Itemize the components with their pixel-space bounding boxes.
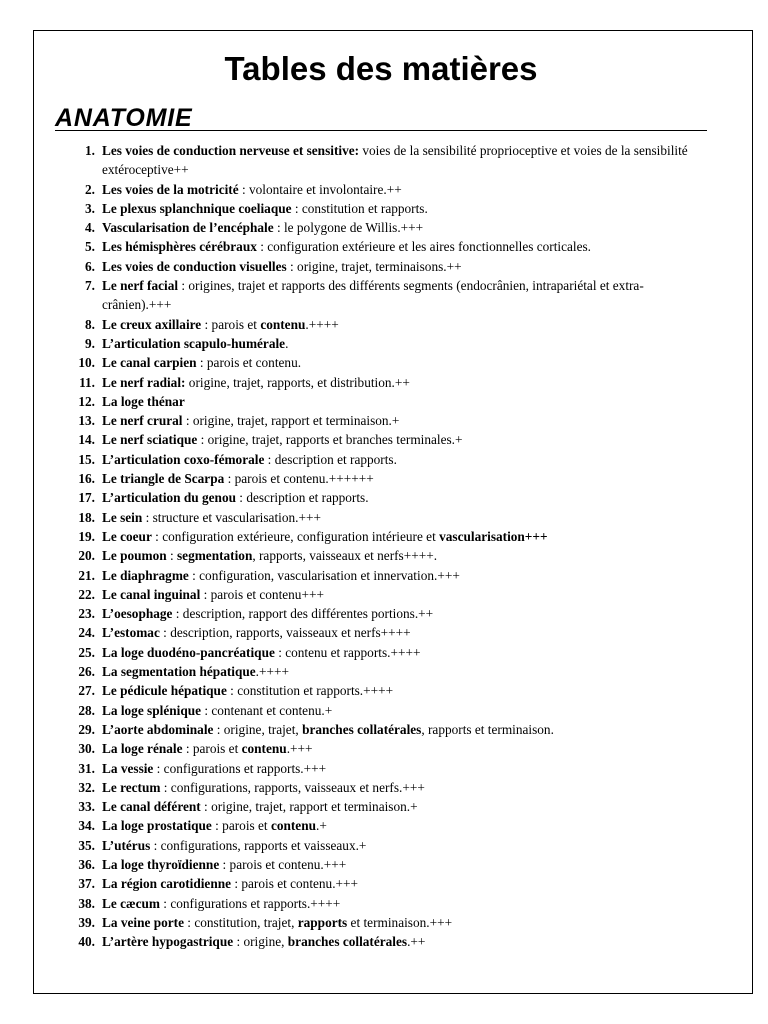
toc-item: [60, 276, 705, 315]
toc-item-text: [102, 411, 705, 430]
toc-item-number: 14.: [78, 432, 95, 448]
page-title: Tables des matières: [224, 50, 538, 87]
toc-item: [60, 218, 705, 237]
toc-item-detail: : configurations et rapports.++++: [159, 895, 341, 911]
toc-item: [60, 778, 705, 797]
toc-item-topic: Le coeur: [102, 528, 152, 544]
toc-item: [60, 469, 705, 488]
toc-item-number: 31.: [78, 760, 95, 776]
toc-item: [60, 546, 705, 565]
toc-item-number: 7.: [85, 278, 95, 294]
toc-item: [60, 430, 705, 449]
toc-item: [60, 257, 705, 276]
toc-item-number: 15.: [78, 451, 95, 467]
toc-item: [60, 488, 705, 507]
toc-item-topic: L’articulation du genou: [102, 490, 236, 506]
toc-item-text: [102, 450, 705, 469]
toc-item-detail: : origine, trajet,: [213, 721, 303, 737]
toc-item-topic: Vascularisation de l’encéphale: [102, 220, 274, 236]
toc-item-text: [102, 237, 705, 256]
toc-item-topic: Le canal déférent: [102, 799, 201, 815]
toc-item-detail: voies de la sensibilité proprioceptive et voies de la sensibilité extéroceptive++: [102, 143, 688, 178]
toc-item-number: 2.: [85, 181, 95, 197]
toc-item: [60, 508, 705, 527]
toc-item-topic: Le sein: [102, 509, 143, 525]
toc-item: [60, 392, 705, 411]
toc-item-number: 10.: [78, 355, 95, 371]
toc-item-topic: Le diaphragme: [102, 567, 189, 583]
toc-item-text: [102, 932, 705, 951]
toc-item-topic: Les voies de la motricité: [102, 181, 239, 197]
toc-item-text: [102, 585, 705, 604]
toc-item-topic: La segmentation hépatique: [102, 664, 256, 680]
toc-item-detail: : parois et contenu.: [196, 355, 302, 371]
toc-item-number: 29.: [78, 721, 95, 737]
toc-item-detail: : parois et contenu.++++++: [224, 471, 374, 487]
toc-item-number: 12.: [78, 393, 95, 409]
toc-item-number: 34.: [78, 818, 95, 834]
toc-item-topic: La loge splénique: [102, 702, 202, 718]
toc-item-detail: : parois et: [182, 741, 242, 757]
toc-item-detail: : origine, trajet, rapports et branches terminales.+: [197, 432, 463, 448]
toc-item-number: 5.: [85, 239, 95, 255]
toc-item-number: 16.: [78, 471, 95, 487]
toc-item-number: 33.: [78, 799, 95, 815]
toc-item-detail: : volontaire et involontaire.++: [238, 181, 402, 197]
toc-item-detail: : description, rapport des différentes portions.++: [172, 606, 434, 622]
toc-item-topic: L’artère hypogastrique: [102, 934, 234, 950]
toc-item-text: [102, 759, 705, 778]
toc-item-text: [102, 894, 705, 913]
toc-item-text: [102, 816, 705, 835]
toc-item-text: [102, 701, 705, 720]
toc-item: [60, 701, 705, 720]
toc-item: [60, 816, 705, 835]
toc-item: [60, 932, 705, 951]
toc-item-detail: : origine, trajet, terminaisons.++: [286, 258, 462, 274]
toc-item-detail: .++: [407, 934, 426, 950]
toc-item-detail: : structure et vascularisation.+++: [142, 509, 321, 525]
toc-item-text: [102, 739, 705, 758]
toc-item-number: 4.: [85, 220, 95, 236]
toc-item-number: 1.: [85, 143, 95, 158]
toc-item-text: [102, 681, 705, 700]
toc-item: [60, 315, 705, 334]
toc-item-topic: La loge thénar: [102, 393, 185, 409]
toc-item-topic: Le canal inguinal: [102, 586, 201, 602]
toc-item-text: [102, 315, 705, 334]
toc-item-text: [102, 874, 705, 893]
toc-item-text: [102, 469, 705, 488]
toc-item-text: [102, 276, 705, 315]
toc-item-detail: : description, rapports, vaisseaux et nerfs++++: [159, 625, 411, 641]
toc-item: [60, 662, 705, 681]
toc-item: [60, 527, 705, 546]
toc-item: [60, 681, 705, 700]
toc-item-text: [102, 353, 705, 372]
toc-item-detail: .+++: [286, 741, 313, 757]
toc-item-topic: La loge rénale: [102, 741, 183, 757]
toc-item-number: 13.: [78, 413, 95, 429]
toc-item: [60, 373, 705, 392]
toc-item-topic: La région carotidienne: [102, 876, 232, 892]
toc-item: [60, 720, 705, 739]
toc-item-topic: La loge duodéno-pancréatique: [102, 644, 275, 660]
toc-item-text: [102, 508, 705, 527]
toc-item-topic: L’aorte abdominale: [102, 721, 214, 737]
toc-item-text: [102, 662, 705, 681]
toc-item-text: [102, 836, 705, 855]
toc-item-topic: vascularisation+++: [439, 528, 548, 544]
toc-item-topic: Le plexus splanchnique coeliaque: [102, 200, 292, 216]
toc-item-number: 23.: [78, 606, 95, 622]
toc-item-topic: contenu: [241, 741, 287, 757]
toc-item-number: 39.: [78, 914, 95, 930]
toc-item-detail: : configuration, vascularisation et innervation.+++: [188, 567, 460, 583]
section-underline: [55, 130, 707, 131]
toc-item-number: 11.: [79, 374, 95, 390]
toc-item-detail: : parois et contenu+++: [200, 586, 324, 602]
toc-item-topic: Le canal carpien: [102, 355, 197, 371]
toc-item-topic: Le nerf radial:: [102, 374, 186, 390]
toc-item-number: 3.: [85, 200, 95, 216]
toc-item-number: 35.: [78, 837, 95, 853]
toc-item-text: [102, 334, 705, 353]
toc-item-detail: : configuration extérieure et les aires fonctionnelles corticales.: [256, 239, 592, 255]
toc-item-detail: : contenant et contenu.+: [201, 702, 333, 718]
toc-item-topic: La loge thyroïdienne: [102, 856, 220, 872]
toc-item: [60, 199, 705, 218]
toc-item-number: 17.: [78, 490, 95, 506]
toc-item-topic: L’utérus: [102, 837, 151, 853]
toc-item-text: [102, 373, 705, 392]
toc-item-topic: contenu: [270, 818, 317, 834]
toc-item: [60, 913, 705, 932]
toc-item-text: [102, 527, 705, 546]
toc-item-text: [102, 546, 705, 565]
toc-item-text: [102, 180, 705, 199]
toc-item-number: 36.: [78, 856, 95, 872]
toc-item-number: 24.: [78, 625, 95, 641]
toc-item-detail: : parois et: [211, 818, 271, 834]
toc-item-number: 38.: [78, 895, 95, 911]
toc-item-topic: Les voies de conduction nerveuse et sensitive:: [102, 143, 360, 158]
toc-item: [60, 334, 705, 353]
toc-item-detail: : parois et contenu.+++: [219, 856, 347, 872]
toc-item-topic: Le poumon: [102, 548, 167, 564]
toc-item: [60, 643, 705, 662]
toc-item-topic: Le nerf facial: [102, 278, 179, 294]
toc-item-number: 28.: [78, 702, 95, 718]
toc-item-text: [102, 778, 705, 797]
toc-item-detail: , rapports, vaisseaux et nerfs++++.: [252, 548, 438, 564]
toc-item: [60, 604, 705, 623]
toc-item: [60, 874, 705, 893]
toc-item-text: [102, 566, 705, 585]
toc-item: [60, 141, 705, 180]
toc-item-topic: L’articulation coxo-fémorale: [102, 451, 265, 467]
toc-item: [60, 759, 705, 778]
toc-item-text: [102, 392, 705, 411]
toc-item: [60, 836, 705, 855]
toc-item-topic: contenu: [260, 316, 306, 332]
toc-item-topic: L’articulation scapulo-humérale: [102, 335, 286, 351]
toc-item-text: [102, 141, 705, 180]
toc-item-topic: branches collatérales: [287, 934, 408, 950]
toc-item-number: 25.: [78, 644, 95, 660]
toc-item-detail: .: [285, 335, 289, 351]
toc-item: [60, 855, 705, 874]
toc-item: [60, 739, 705, 758]
toc-item-text: [102, 430, 705, 449]
toc-item-number: 37.: [78, 876, 95, 892]
toc-item-text: [102, 913, 705, 932]
toc-item-detail: .++++: [305, 316, 339, 332]
toc-item-detail: : origines, trajet et rapports des différents segments (endocrânien, intrapariétal et extra-crânien).+++: [102, 278, 644, 313]
toc-item-detail: : origine, trajet, rapport et terminaison.+: [200, 799, 418, 815]
toc-item-number: 6.: [85, 258, 95, 274]
toc-item-topic: Le creux axillaire: [102, 316, 202, 332]
toc-item-topic: segmentation: [177, 548, 253, 564]
toc-item: [60, 894, 705, 913]
toc-item: [60, 411, 705, 430]
toc-item-topic: Le nerf crural: [102, 413, 183, 429]
toc-item: [60, 450, 705, 469]
toc-item: [60, 353, 705, 372]
toc-item-detail: : le polygone de Willis.+++: [273, 220, 424, 236]
toc-item-topic: rapports: [297, 914, 348, 930]
toc-item-detail: : configurations et rapports.+++: [153, 760, 327, 776]
toc-item-topic: Le nerf sciatique: [102, 432, 198, 448]
toc-item-detail: : configurations, rapports et vaisseaux.+: [150, 837, 367, 853]
toc-item: [60, 585, 705, 604]
toc-item-number: 21.: [78, 567, 95, 583]
toc-item-topic: L’estomac: [102, 625, 160, 641]
toc-item-text: [102, 797, 705, 816]
toc-item-text: [102, 257, 705, 276]
toc-item-number: 27.: [78, 683, 95, 699]
toc-item-detail: .+: [316, 818, 327, 834]
toc-list: [60, 141, 705, 951]
toc-item-number: 32.: [78, 779, 95, 795]
toc-item-detail: : parois et: [201, 316, 261, 332]
toc-item-detail: : configuration extérieure, configuration intérieure et: [151, 528, 440, 544]
toc-item-number: 40.: [78, 934, 95, 950]
toc-item-detail: : origine,: [233, 934, 288, 950]
toc-item-number: 30.: [78, 741, 95, 757]
toc-item-topic: Le triangle de Scarpa: [102, 471, 225, 487]
toc-item-detail: : constitution et rapports.++++: [226, 683, 394, 699]
toc-item-detail: : parois et contenu.+++: [231, 876, 359, 892]
toc-item-topic: Les hémisphères cérébraux: [102, 239, 257, 255]
toc-item-text: [102, 623, 705, 642]
toc-item-topic: La loge prostatique: [102, 818, 212, 834]
toc-item-detail: : configurations, rapports, vaisseaux et nerfs.+++: [160, 779, 425, 795]
toc-item-topic: Le rectum: [102, 779, 161, 795]
toc-item: [60, 237, 705, 256]
toc-item-topic: La veine porte: [102, 914, 184, 930]
toc-item: [60, 797, 705, 816]
toc-item-topic: L’oesophage: [102, 606, 173, 622]
toc-item-text: [102, 720, 705, 739]
toc-item-topic: La vessie: [102, 760, 154, 776]
toc-item-topic: Le cæcum: [102, 895, 160, 911]
toc-item: [60, 180, 705, 199]
toc-item-topic: Les voies de conduction visuelles: [102, 258, 287, 274]
toc-item-text: [102, 488, 705, 507]
toc-item-detail: : origine, trajet, rapport et terminaison.+: [182, 413, 400, 429]
toc-item-topic: Le pédicule hépatique: [102, 683, 227, 699]
toc-item-number: 8.: [85, 316, 95, 332]
toc-item-detail: : constitution et rapports.: [291, 200, 428, 216]
toc-item-number: 18.: [78, 509, 95, 525]
toc-item-detail: origine, trajet, rapports, et distribution.++: [185, 374, 410, 390]
toc-item: [60, 566, 705, 585]
toc-item-detail: , rapports et terminaison.: [421, 721, 554, 737]
toc-item-detail: : contenu et rapports.++++: [274, 644, 421, 660]
toc-item-text: [102, 643, 705, 662]
toc-item-number: 22.: [78, 586, 95, 602]
toc-item-number: 19.: [78, 528, 95, 544]
toc-item-detail: : description et rapports.: [235, 490, 369, 506]
toc-item-number: 20.: [78, 548, 95, 564]
toc-item-text: [102, 218, 705, 237]
toc-item-detail: et terminaison.+++: [347, 914, 453, 930]
toc-item-text: [102, 855, 705, 874]
toc-item: [60, 623, 705, 642]
toc-item-detail: : description et rapports.: [264, 451, 397, 467]
section-heading: ANATOMIE: [55, 104, 193, 132]
toc-item-detail: .++++: [255, 664, 289, 680]
toc-item-text: [102, 604, 705, 623]
toc-item-number: 9.: [85, 335, 95, 351]
toc-item-topic: branches collatérales: [302, 721, 422, 737]
toc-item-detail: :: [166, 548, 177, 564]
toc-item-number: 26.: [78, 664, 95, 680]
toc-item-detail: : constitution, trajet,: [183, 914, 298, 930]
toc-item-text: [102, 199, 705, 218]
